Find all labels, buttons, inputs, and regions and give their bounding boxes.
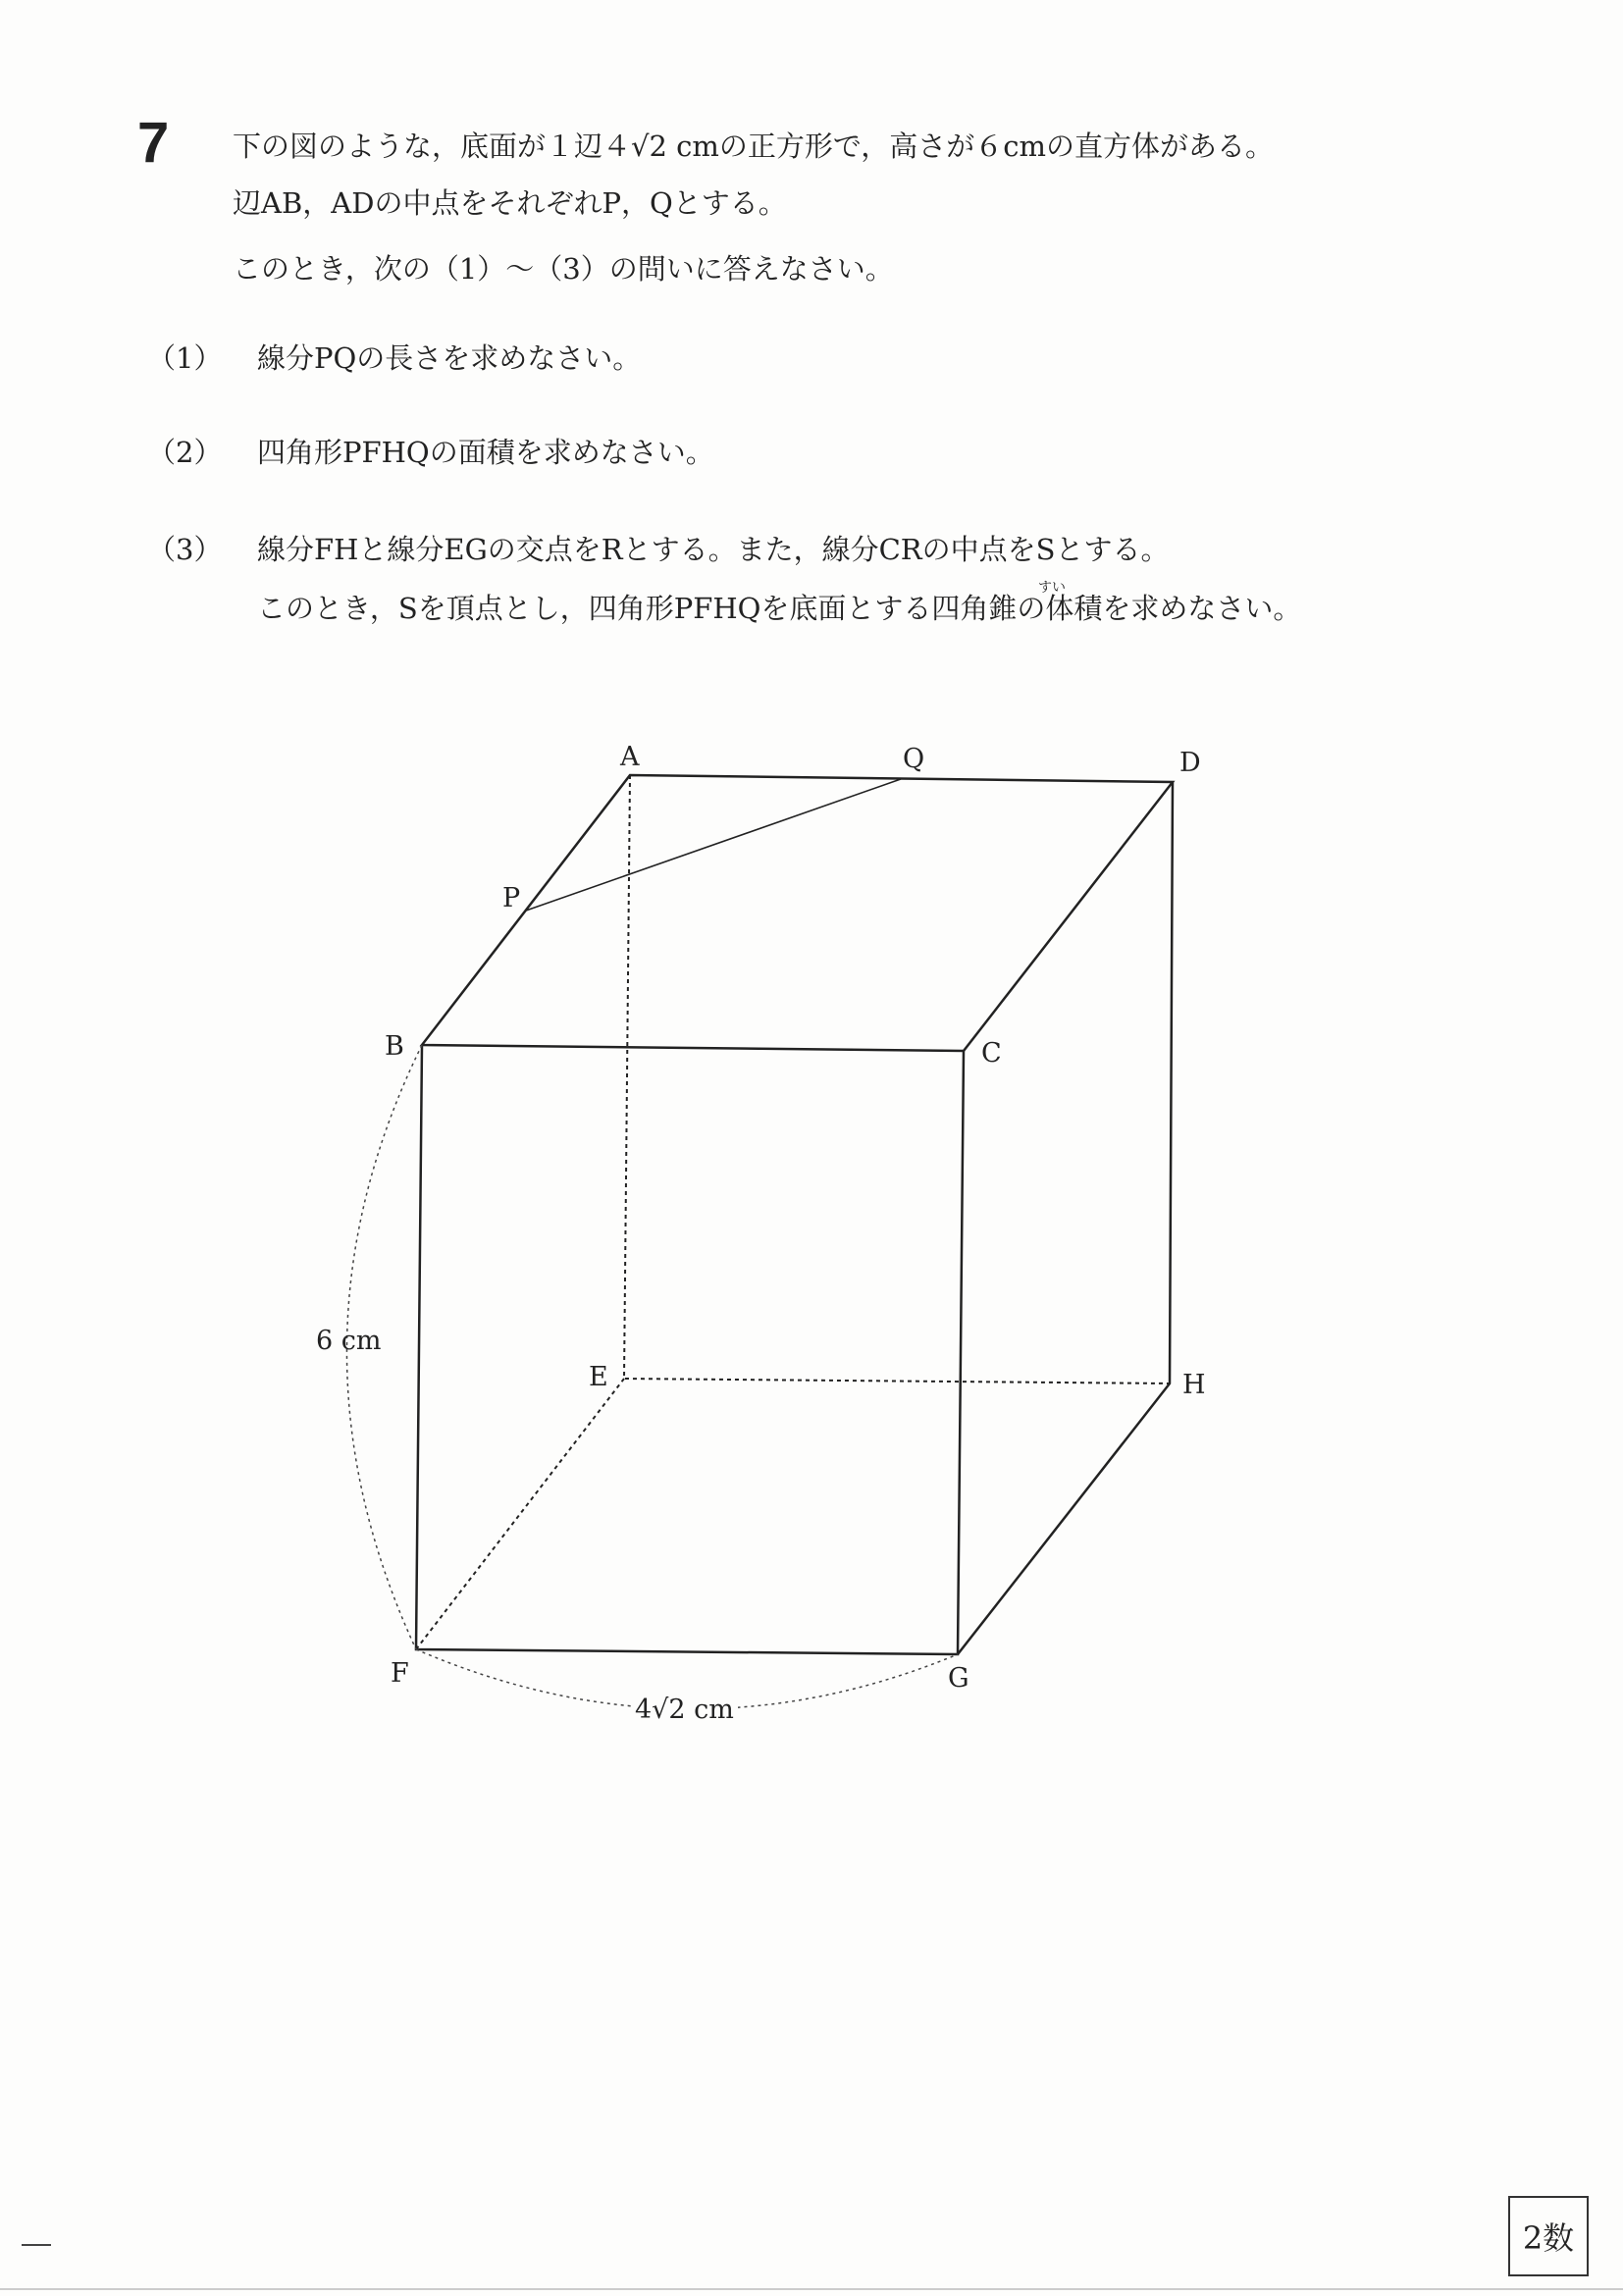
vertex-label-a: A (620, 742, 640, 772)
vertex-label-p: P (502, 883, 521, 913)
segment-pq (526, 779, 901, 911)
question-1-text: 線分PQの長さを求めなさい。 (257, 341, 642, 375)
vertex-label-h: H (1182, 1370, 1206, 1400)
problem-number: 7 (137, 111, 170, 175)
furigana: すい (1038, 580, 1066, 596)
intro-line-1: 下の図のような，底面が１辺４√2 cmの正方形で，高さが６cmの直方体がある。 (233, 130, 1275, 163)
margin-mark (22, 2244, 51, 2246)
edge-solid (416, 782, 1173, 1654)
intro-line-2: 辺AB，ADの中点をそれぞれP，Qとする。 (233, 186, 787, 220)
edge-solid (422, 775, 1173, 1051)
vertex-label-e: E (589, 1362, 608, 1392)
vertex-label-d: D (1179, 748, 1201, 778)
vertex-label-b: B (385, 1031, 404, 1062)
vertex-label-f: F (391, 1658, 409, 1689)
vertex-label-c: C (981, 1038, 1002, 1069)
vertex-label-g: G (948, 1663, 969, 1694)
vertex-label-q: Q (903, 744, 925, 774)
question-3-text-1: 線分FHと線分EGの交点をRとする。また，線分CRの中点をSとする。 (257, 533, 1170, 566)
intro-line-3: このとき，次の（1）～（3）の問いに答えなさい。 (233, 252, 894, 286)
page-number-box: 2数 (1508, 2196, 1589, 2276)
base-label: 4√2 cm (631, 1696, 738, 1723)
page-edge (0, 2288, 1623, 2290)
height-label: 6 cm (316, 1326, 382, 1356)
question-3-label: （3） (147, 533, 223, 566)
question-2-label: （2） (147, 436, 223, 469)
question-3-text-2: このとき，Sを頂点とし，四角形PFHQを底面とする四角錐の体積を求めなさい。 (257, 592, 1302, 625)
question-1-label: （1） (147, 341, 223, 375)
question-2-text: 四角形PFHQの面積を求めなさい。 (257, 436, 714, 469)
